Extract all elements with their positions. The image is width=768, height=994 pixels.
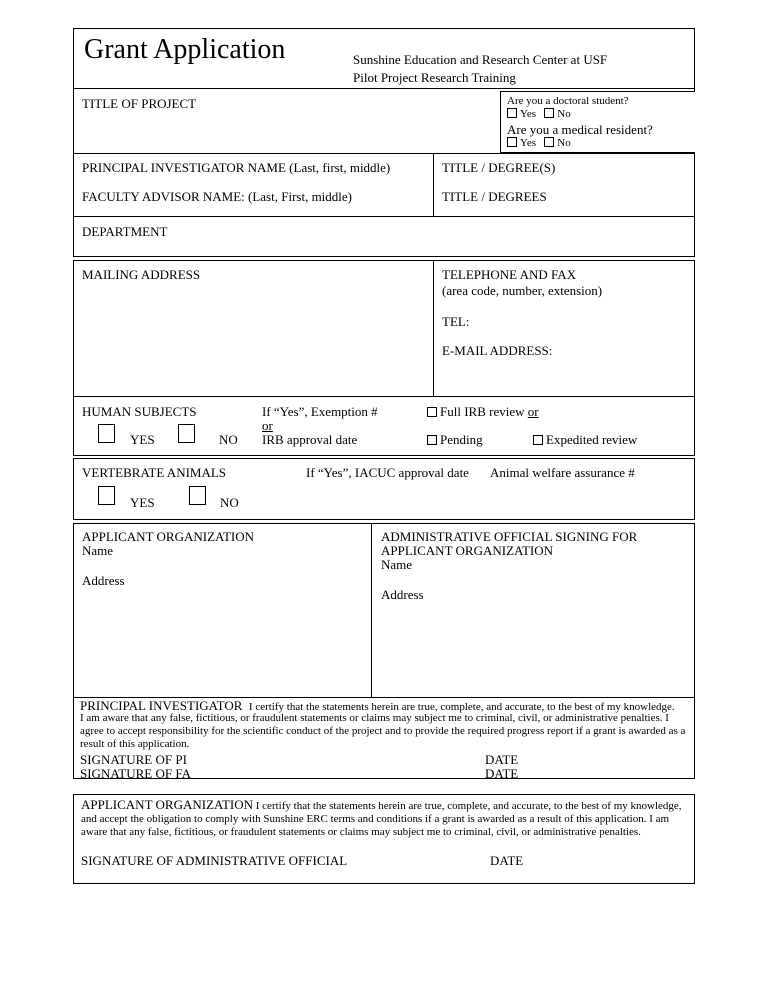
expedited-checkbox[interactable] [533, 435, 543, 445]
tel-fax-note: (area code, number, extension) [442, 283, 603, 298]
resident-yes-label: Yes [520, 137, 537, 149]
date-admin-label: DATE [490, 853, 524, 868]
doctoral-options [507, 108, 571, 121]
full-irb-label: Full IRB review [440, 404, 525, 419]
resident-no-checkbox[interactable] [544, 137, 554, 147]
applicant-org-box[interactable] [73, 523, 372, 698]
pi-title-label: TITLE / DEGREE(S) [442, 160, 556, 175]
human-yes-label: YES [130, 432, 155, 447]
human-yes-checkbox[interactable] [98, 424, 115, 443]
form-title: Grant Application [84, 34, 286, 65]
human-no-label: NO [219, 432, 238, 447]
resident-options [507, 137, 571, 150]
expedited-label: Expedited review [546, 432, 638, 447]
fa-name-label: FACULTY ADVISOR NAME: (Last, First, middle) [82, 189, 352, 204]
project-title-label: TITLE OF PROJECT [82, 96, 197, 111]
pi-cert-paragraph: I am aware that any false, fictitious, or fraudulent statements or claims may subject me to criminal, civil, or administrative penalties. I agree to accept responsibility for the scientific conduct of the project and to provide the required progress report if a grant is awarded as a result of this application. [80, 712, 686, 750]
fa-title-label: TITLE / DEGREES [442, 189, 547, 204]
doctoral-yes-checkbox[interactable] [507, 108, 517, 118]
iacuc-label: If “Yes”, IACUC approval date [306, 465, 469, 480]
assurance-label: Animal welfare assurance # [490, 465, 635, 480]
date-pi-label: DATE [485, 752, 519, 767]
tel-fax-label: TELEPHONE AND FAX [442, 267, 577, 282]
pending-label: Pending [440, 432, 483, 447]
animals-no-checkbox[interactable] [189, 486, 206, 505]
irb-date-label: IRB approval date [262, 432, 358, 447]
admin-official-label-2: APPLICANT ORGANIZATION [381, 543, 554, 558]
human-subjects-label: HUMAN SUBJECTS [82, 404, 197, 419]
full-irb-or: or [527, 404, 539, 419]
animals-yes-checkbox[interactable] [98, 486, 115, 505]
tel-label: TEL: [442, 314, 470, 329]
program-name: Pilot Project Research Training [353, 70, 516, 85]
pi-name-label: PRINCIPAL INVESTIGATOR NAME (Last, first, middle) [82, 160, 391, 175]
pi-cert-heading: PRINCIPAL INVESTIGATOR [80, 698, 243, 713]
org-name: Sunshine Education and Research Center at USF [353, 52, 608, 67]
investigator-divider [433, 153, 434, 217]
pi-cert-statement: I certify that the statements herein are true, complete, and accurate, to the best of my knowledge. [248, 701, 675, 713]
full-irb-option [427, 404, 539, 419]
doctoral-no-label: No [557, 108, 571, 120]
human-no-checkbox[interactable] [178, 424, 195, 443]
exemption-or: or [262, 418, 273, 433]
applicant-address-label: Address [82, 573, 125, 588]
sig-fa-label: SIGNATURE OF FA [80, 766, 191, 781]
full-irb-checkbox[interactable] [427, 407, 437, 417]
animals-yes-label: YES [130, 495, 155, 510]
resident-no-label: No [557, 137, 571, 149]
date-fa-label: DATE [485, 766, 519, 781]
doctoral-no-checkbox[interactable] [544, 108, 554, 118]
mailing-label: MAILING ADDRESS [82, 267, 201, 282]
org-cert-paragraph [81, 798, 687, 839]
animals-label: VERTEBRATE ANIMALS [82, 465, 227, 480]
resident-yes-checkbox[interactable] [507, 137, 517, 147]
org-cert-statement: I certify that the statements herein are true, complete, and accurate, to the best of my knowledge, and accept the obligation to comply with Sunshine ERC terms and conditions if a grant is awarded as a result of this application. I am aware that any false, fictitious, or fraudulent statements or claims may subject me to criminal, civil, or administrative penalties. [81, 800, 682, 838]
doctoral-question: Are you a doctoral student? [507, 95, 629, 107]
admin-address-label: Address [381, 587, 424, 602]
pending-option [427, 432, 483, 447]
department-label: DEPARTMENT [82, 224, 168, 239]
applicant-name-label: Name [82, 543, 114, 558]
org-cert-heading: APPLICANT ORGANIZATION [81, 797, 254, 812]
sig-pi-label: SIGNATURE OF PI [80, 752, 187, 767]
applicant-org-label: APPLICANT ORGANIZATION [82, 529, 255, 544]
animals-no-label: NO [220, 495, 239, 510]
admin-name-label: Name [381, 557, 413, 572]
exemption-label: If “Yes”, Exemption # [262, 404, 378, 419]
sig-admin-label: SIGNATURE OF ADMINISTRATIVE OFFICIAL [81, 853, 348, 868]
pending-checkbox[interactable] [427, 435, 437, 445]
email-label: E-MAIL ADDRESS: [442, 343, 553, 358]
doctoral-yes-label: Yes [520, 108, 537, 120]
resident-question: Are you a medical resident? [507, 122, 653, 137]
expedited-option [533, 432, 637, 447]
admin-official-label-1: ADMINISTRATIVE OFFICIAL SIGNING FOR [381, 529, 638, 544]
